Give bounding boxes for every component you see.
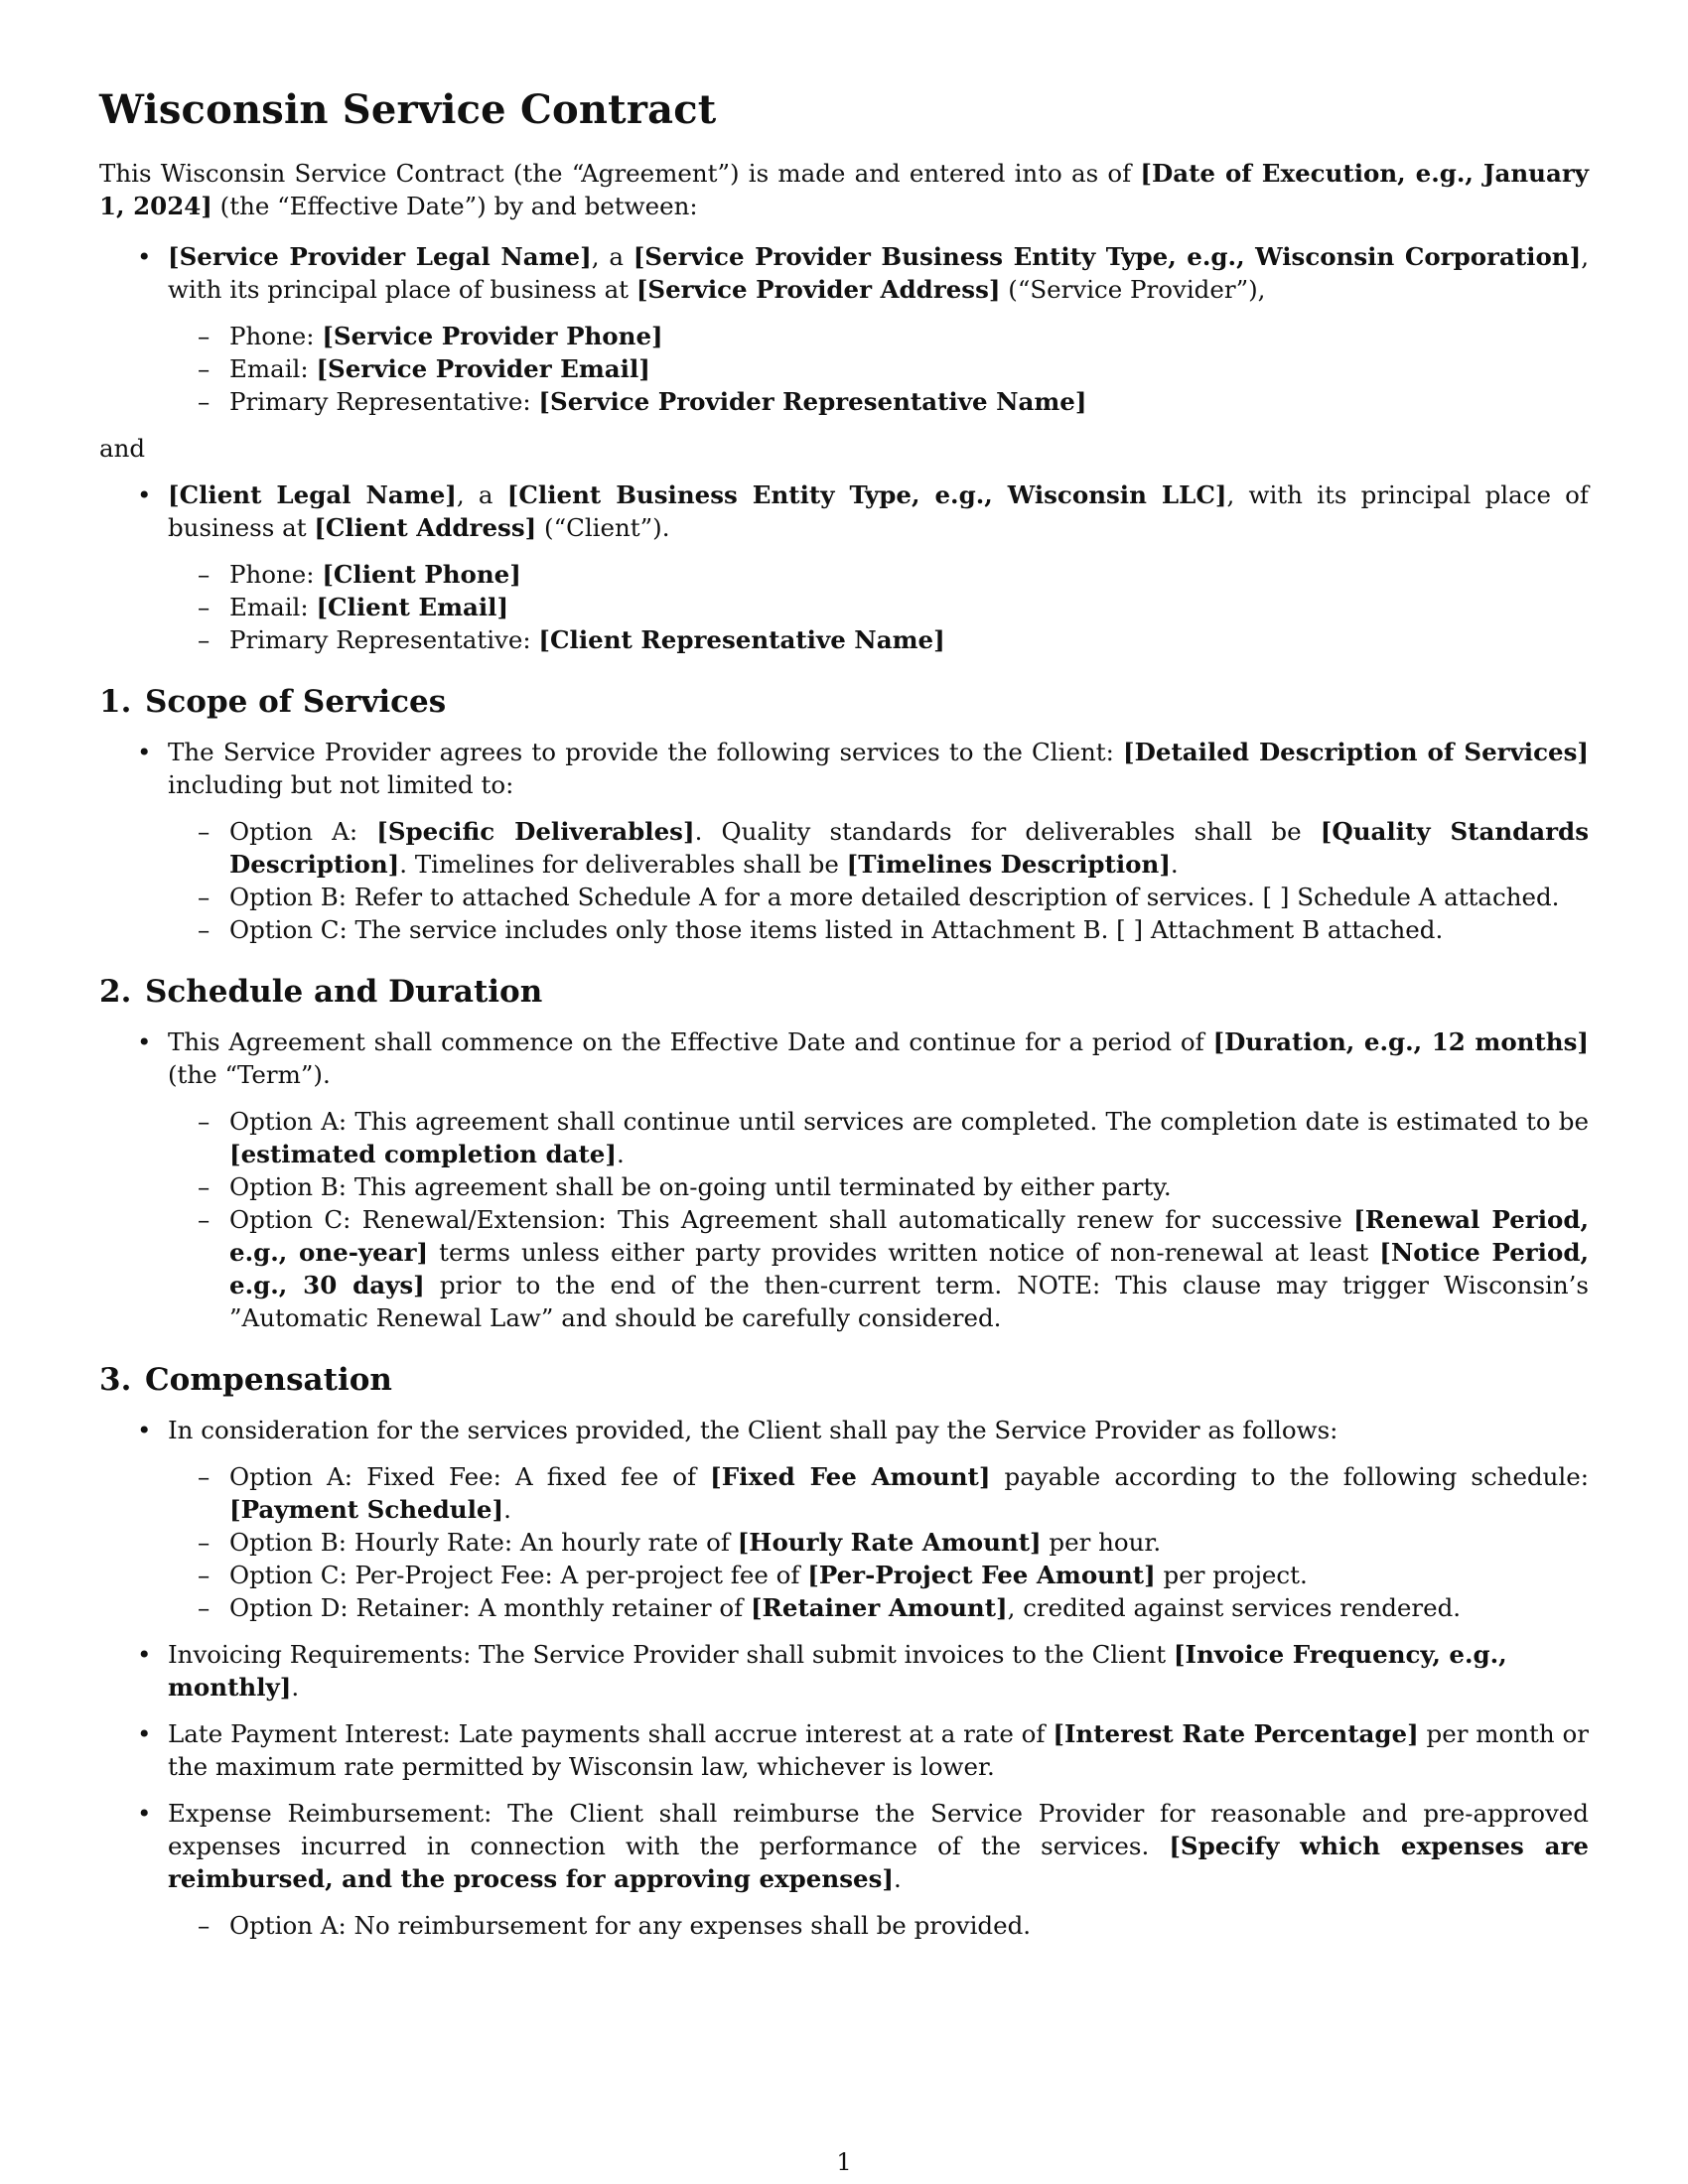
date-of-execution-placeholder: [Date of Execution, e.g., January 1, 2024] xyxy=(99,159,1589,220)
option-text: terms unless either party provides written notice of non-renewal at least xyxy=(428,1238,1380,1267)
section-compensation xyxy=(99,1360,1589,1942)
rep-label: Primary Representative: xyxy=(229,387,539,416)
bullet-icon: • xyxy=(137,480,152,509)
client-rep-item xyxy=(168,623,1589,656)
bullet-icon: • xyxy=(137,1027,152,1056)
provider-contact-list xyxy=(168,320,1589,418)
provider-rep-item xyxy=(168,385,1589,418)
option-text: Option B: Refer to attached Schedule A for a more detailed description of services. [ ] Schedule A attached. xyxy=(229,883,1560,911)
client-text: (“Client”). xyxy=(536,513,670,542)
section-heading xyxy=(99,1360,1589,1400)
page-number: 1 xyxy=(836,2148,852,2176)
timelines-placeholder: [Timelines Description] xyxy=(846,850,1171,879)
client-contact-list xyxy=(168,558,1589,656)
compensation-option-c xyxy=(168,1559,1589,1591)
option-text: Option A: No reimbursement for any expenses shall be provided. xyxy=(229,1911,1032,1940)
completion-date-placeholder: [estimated completion date] xyxy=(229,1140,617,1168)
expense-text: Expense Reimbursement: The Client shall reimburse the Service Provider for reasonable and pre-approved expenses incurred in connection with the performance of the services. xyxy=(168,1799,1589,1860)
dash-icon: – xyxy=(198,593,211,621)
services-description-placeholder: [Detailed Description of Services] xyxy=(1123,738,1590,766)
option-text: Option C: Renewal/Extension: This Agreement shall automatically renew for successive xyxy=(229,1205,1354,1234)
compensation-options xyxy=(168,1460,1589,1624)
client-email-placeholder: [Client Email] xyxy=(316,593,509,621)
provider-name-placeholder: [Service Provider Legal Name] xyxy=(168,242,592,271)
section-scope-of-services xyxy=(99,682,1589,946)
section-title: Compensation xyxy=(145,1362,392,1398)
phone-label: Phone: xyxy=(229,560,323,589)
bullet-icon: • xyxy=(137,1719,152,1748)
section-title: Schedule and Duration xyxy=(145,974,543,1010)
provider-address-placeholder: [Service Provider Address] xyxy=(635,275,1001,304)
provider-list xyxy=(99,240,1589,418)
schedule-text: (the “Term”). xyxy=(168,1060,331,1089)
section-title: Scope of Services xyxy=(145,684,447,720)
compensation-option-a xyxy=(168,1460,1589,1526)
notice-period-placeholder: [Notice Period, e.g., 30 days] xyxy=(229,1238,1589,1299)
option-text: , credited against services rendered. xyxy=(1007,1593,1462,1622)
option-text: Option C: Per-Project Fee: A per-project fee of xyxy=(229,1561,808,1589)
option-text: per project. xyxy=(1155,1561,1308,1589)
dash-icon: – xyxy=(198,1172,211,1201)
scope-item xyxy=(99,736,1589,946)
option-text: Option C: The service includes only those items listed in Attachment B. [ ] Attachment B attached. xyxy=(229,915,1444,944)
schedule-option-a xyxy=(168,1105,1589,1170)
expense-options xyxy=(168,1909,1589,1942)
dash-icon: – xyxy=(198,1462,211,1491)
client-list xyxy=(99,478,1589,656)
dash-icon: – xyxy=(198,1593,211,1622)
invoicing-text: Invoicing Requirements: The Service Provider shall submit invoices to the Client xyxy=(168,1640,1174,1669)
option-text: Option A: Fixed Fee: A fixed fee of xyxy=(229,1462,711,1491)
provider-email-item xyxy=(168,352,1589,385)
schedule-option-b xyxy=(168,1170,1589,1203)
dash-icon: – xyxy=(198,1205,211,1234)
bullet-icon: • xyxy=(137,1416,152,1444)
client-phone-item xyxy=(168,558,1589,591)
schedule-list xyxy=(99,1025,1589,1334)
rep-label: Primary Representative: xyxy=(229,625,539,654)
late-payment-text: Late Payment Interest: Late payments shall accrue interest at a rate of xyxy=(168,1719,1054,1748)
section-number: 3. xyxy=(99,1362,132,1398)
document-title: Wisconsin Service Contract xyxy=(99,86,717,133)
invoicing-text: . xyxy=(291,1673,300,1702)
dash-icon: – xyxy=(198,1561,211,1589)
dash-icon: – xyxy=(198,387,211,416)
quality-standards-placeholder: [Quality Standards Description] xyxy=(229,817,1589,879)
expense-text: . xyxy=(893,1864,902,1893)
dash-icon: – xyxy=(198,354,211,383)
compensation-option-d xyxy=(168,1591,1589,1624)
client-entity-placeholder: [Client Business Entity Type, e.g., Wisconsin LLC] xyxy=(506,480,1227,509)
late-payment-text: per month or the maximum rate permitted by Wisconsin law, whichever is lower. xyxy=(168,1719,1589,1781)
fixed-fee-placeholder: [Fixed Fee Amount] xyxy=(710,1462,991,1491)
client-phone-placeholder: [Client Phone] xyxy=(322,560,521,589)
client-item xyxy=(99,478,1589,656)
option-text: Option B: Hourly Rate: An hourly rate of xyxy=(229,1528,738,1557)
section-number: 1. xyxy=(99,684,132,720)
option-text: . xyxy=(1170,850,1179,879)
renewal-period-placeholder: [Renewal Period, e.g., one-year] xyxy=(229,1205,1589,1267)
option-text: . Quality standards for deliverables shall be xyxy=(694,817,1321,846)
client-email-item xyxy=(168,591,1589,623)
deliverables-placeholder: [Specific Deliverables] xyxy=(376,817,695,846)
option-text: Option D: Retainer: A monthly retainer of xyxy=(229,1593,751,1622)
compensation-option-b xyxy=(168,1526,1589,1559)
section-heading xyxy=(99,972,1589,1012)
dash-icon: – xyxy=(198,817,211,846)
document-page xyxy=(99,85,1589,1956)
email-label: Email: xyxy=(229,354,317,383)
provider-text: , with its principal place of business at xyxy=(168,242,1589,304)
schedule-text: This Agreement shall commence on the Effective Date and continue for a period of xyxy=(168,1027,1213,1056)
option-text: Option A: xyxy=(229,817,377,846)
scope-option-a xyxy=(168,815,1589,881)
dash-icon: – xyxy=(198,322,211,350)
provider-entity-placeholder: [Service Provider Business Entity Type, e.g., Wisconsin Corporation] xyxy=(633,242,1582,271)
schedule-item xyxy=(99,1025,1589,1334)
option-text: prior to the end of the then-current term. NOTE: This clause may trigger Wisconsin’s ”Automatic Renewal Law” and should be carefully considered. xyxy=(229,1271,1589,1332)
dash-icon: – xyxy=(198,625,211,654)
client-name-placeholder: [Client Legal Name] xyxy=(168,480,457,509)
bullet-icon: • xyxy=(137,738,152,766)
dash-icon: – xyxy=(198,1911,211,1940)
provider-text: , a xyxy=(591,242,633,271)
option-text: . xyxy=(503,1495,511,1524)
option-text: Option B: This agreement shall be on-going until terminated by either party. xyxy=(229,1172,1172,1201)
schedule-option-c xyxy=(168,1203,1589,1334)
provider-text: (“Service Provider”), xyxy=(1000,275,1266,304)
provider-phone-item xyxy=(168,320,1589,352)
section-heading xyxy=(99,682,1589,722)
scope-option-c xyxy=(168,913,1589,946)
option-text: . Timelines for deliverables shall be xyxy=(399,850,847,879)
scope-list xyxy=(99,736,1589,946)
retainer-amount-placeholder: [Retainer Amount] xyxy=(750,1593,1008,1622)
provider-phone-placeholder: [Service Provider Phone] xyxy=(322,322,663,350)
provider-email-placeholder: [Service Provider Email] xyxy=(316,354,650,383)
bullet-icon: • xyxy=(137,1799,152,1828)
scope-text: The Service Provider agrees to provide the following services to the Client: xyxy=(168,738,1124,766)
intro-paragraph xyxy=(99,157,1589,222)
email-label: Email: xyxy=(229,593,317,621)
expense-item xyxy=(99,1797,1589,1942)
dash-icon: – xyxy=(198,1528,211,1557)
invoicing-item xyxy=(99,1638,1589,1704)
duration-placeholder: [Duration, e.g., 12 months] xyxy=(1212,1027,1589,1056)
provider-item xyxy=(99,240,1589,418)
provider-rep-placeholder: [Service Provider Representative Name] xyxy=(538,387,1087,416)
scope-text: including but not limited to: xyxy=(168,770,514,799)
expense-option-a xyxy=(168,1909,1589,1942)
compensation-item xyxy=(99,1414,1589,1624)
client-text: , with its principal place of business at xyxy=(168,480,1589,542)
and-text: and xyxy=(99,434,146,463)
dash-icon: – xyxy=(198,883,211,911)
option-text: payable according to the following schedule: xyxy=(990,1462,1590,1491)
compensation-text: In consideration for the services provided, the Client shall pay the Service Provider as follows: xyxy=(168,1416,1338,1444)
client-address-placeholder: [Client Address] xyxy=(314,513,537,542)
scope-option-b xyxy=(168,881,1589,913)
dash-icon: – xyxy=(198,560,211,589)
option-text: per hour. xyxy=(1041,1528,1162,1557)
invoice-frequency-placeholder: [Invoice Frequency, e.g., monthly] xyxy=(168,1640,1507,1702)
bullet-icon: • xyxy=(137,1640,152,1669)
phone-label: Phone: xyxy=(229,322,323,350)
intro-text: This Wisconsin Service Contract (the “Agreement”) is made and entered into as of xyxy=(99,159,1141,188)
client-rep-placeholder: [Client Representative Name] xyxy=(538,625,945,654)
expense-process-placeholder: [Specify which expenses are reimbursed, and the process for approving expenses] xyxy=(168,1832,1589,1893)
late-payment-item xyxy=(99,1717,1589,1783)
bullet-icon: • xyxy=(137,242,152,271)
option-text: Option A: This agreement shall continue until services are completed. The completion date is estimated to be xyxy=(229,1107,1589,1136)
payment-schedule-placeholder: [Payment Schedule] xyxy=(229,1495,504,1524)
intro-text: (the “Effective Date”) by and between: xyxy=(211,192,698,220)
per-project-fee-placeholder: [Per-Project Fee Amount] xyxy=(807,1561,1156,1589)
dash-icon: – xyxy=(198,915,211,944)
compensation-list xyxy=(99,1414,1589,1942)
dash-icon: – xyxy=(198,1107,211,1136)
client-text: , a xyxy=(456,480,507,509)
interest-rate-placeholder: [Interest Rate Percentage] xyxy=(1053,1719,1419,1748)
schedule-options xyxy=(168,1105,1589,1334)
scope-options xyxy=(168,815,1589,946)
hourly-rate-placeholder: [Hourly Rate Amount] xyxy=(737,1528,1042,1557)
section-schedule-and-duration xyxy=(99,972,1589,1334)
section-number: 2. xyxy=(99,974,132,1010)
option-text: . xyxy=(616,1140,625,1168)
